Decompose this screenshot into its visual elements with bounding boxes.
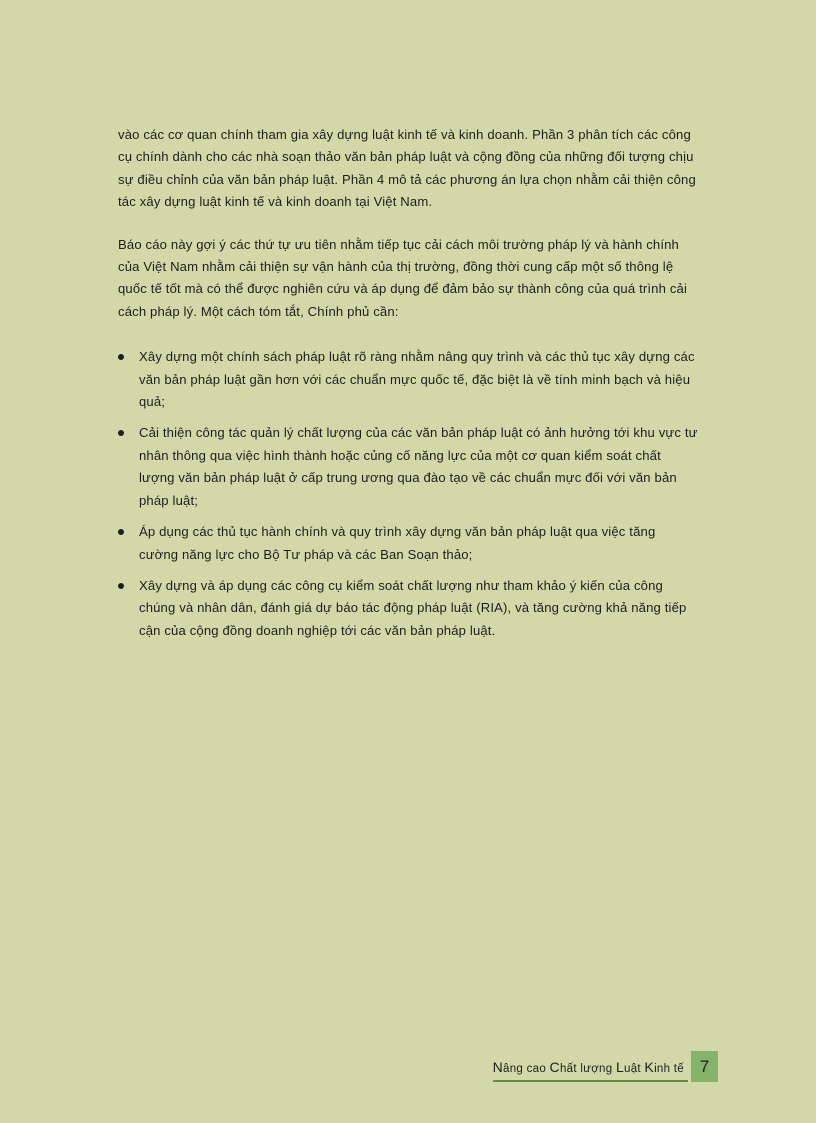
body-paragraph-1: vào các cơ quan chính tham gia xây dựng luật kinh tế và kinh doanh. Phần 3 phân tích các công cụ chính dành cho các nhà soạn thảo văn bản pháp luật và cộng đồng của những đối tượng chịu sự điều chỉnh của văn bản pháp luật. Phần 4 mô tả các phương án lựa chọn nhằm cải thiện công tác xây dựng luật kinh tế và kinh doanh tại Việt Nam.: [118, 127, 696, 210]
footer-title-rest: hất lượng: [559, 1063, 616, 1075]
list-item-text: Xây dựng và áp dụng các công cụ kiểm soát chất lượng như tham khảo ý kiến của công chúng và nhân dân, đánh giá dự báo tác động pháp luật (RIA), và tăng cường khả năng tiếp cận của cộng đồng doanh nghiệp tới các văn bản pháp luật.: [139, 577, 687, 638]
footer-title-rest: inh tế: [654, 1063, 684, 1075]
recommendation-list: [118, 346, 698, 642]
list-item: [118, 422, 698, 512]
list-item-text: Xây dựng một chính sách pháp luật rõ ràng nhằm nâng quy trình và các thủ tục xây dựng các văn bản pháp luật gần hơn với các chuẩn mực quốc tế, đặc biệt là về tính minh bạch và hiệu quả;: [139, 349, 695, 410]
list-item-text: Cải thiện công tác quản lý chất lượng của các văn bản pháp luật có ảnh hưởng tới khu vực tư nhân thông qua việc hình thành hoặc củng cố năng lực của một cơ quan kiểm soát chất lượng văn bản pháp luật ở cấp trung ương qua đào tạo về các chuẩn mực đối với văn bản pháp luật;: [139, 425, 698, 508]
document-body: [118, 124, 698, 651]
page-number: 7: [691, 1051, 718, 1082]
footer-title-rest: âng cao: [503, 1063, 550, 1075]
footer-title-cap: K: [644, 1059, 655, 1075]
footer-title-cap: L: [615, 1059, 625, 1075]
bullet-icon: [118, 529, 124, 535]
list-item: [118, 521, 698, 566]
footer-title-rest: uật: [624, 1063, 645, 1075]
bullet-icon: [118, 354, 124, 360]
list-item: [118, 346, 698, 413]
page-footer: [493, 1051, 718, 1082]
bullet-icon: [118, 583, 124, 589]
bullet-icon: [118, 430, 124, 436]
footer-title-cap: N: [492, 1059, 504, 1075]
list-item-text: Áp dụng các thủ tục hành chính và quy trình xây dựng văn bản pháp luật qua việc tăng cường năng lực cho Bộ Tư pháp và các Ban Soạn thảo;: [139, 524, 656, 562]
list-item: [118, 575, 698, 642]
running-footer-title: [493, 1060, 688, 1082]
footer-title-cap: C: [549, 1059, 560, 1075]
body-paragraph-2: Báo cáo này gợi ý các thứ tự ưu tiên nhằm tiếp tục cải cách môi trường pháp lý và hành chính của Việt Nam nhằm cải thiện sự vận hành của thị trường, đồng thời cung cấp một số thông lệ quốc tế tốt mà có thể được nghiên cứu và áp dụng để đảm bảo sự thành công của quá trình cải cách pháp lý. Một cách tóm tắt, Chính phủ cần:: [118, 236, 688, 319]
